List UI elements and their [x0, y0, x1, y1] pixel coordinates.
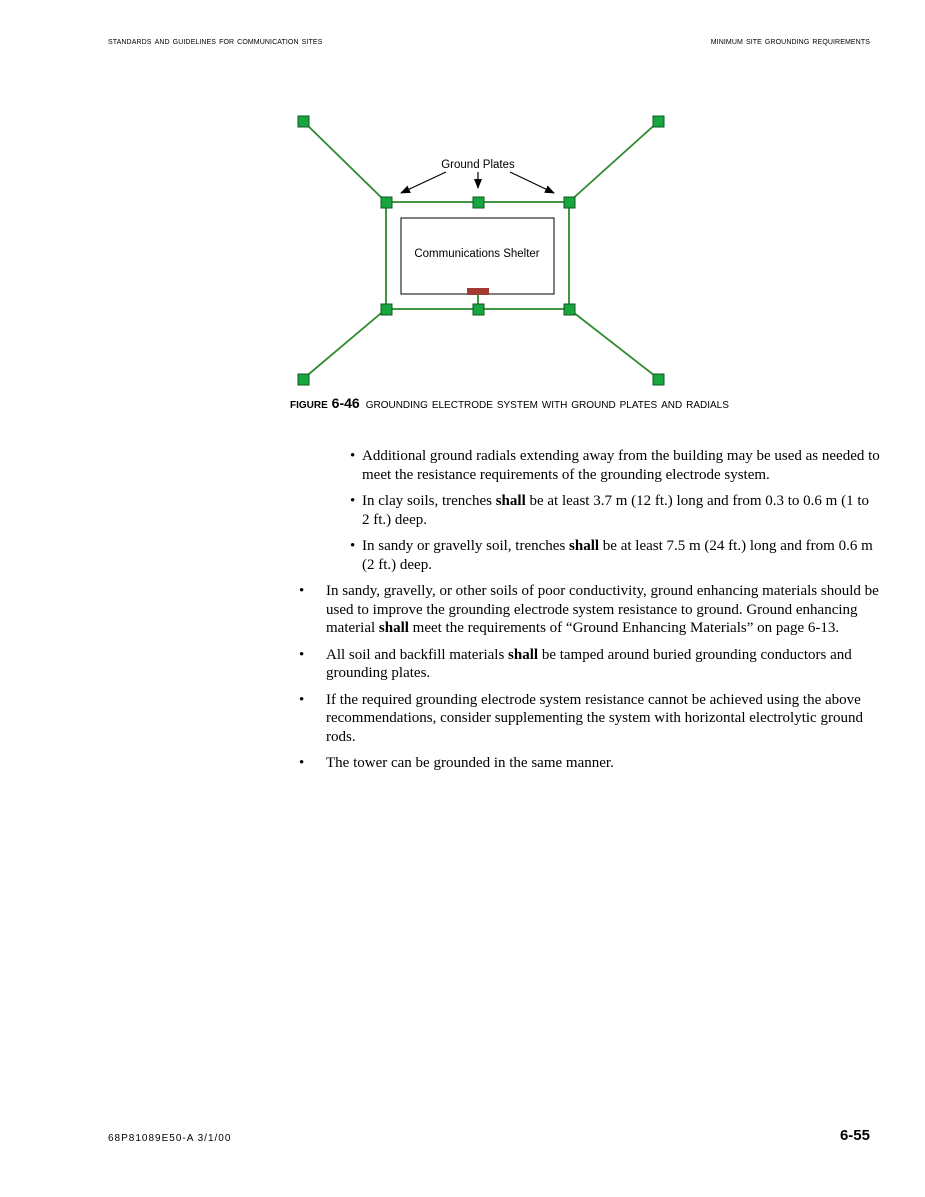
list-item: [299, 582, 880, 638]
item-text: In sandy or gravelly soil, trenches: [362, 538, 570, 554]
ground-plate: [473, 197, 484, 208]
grounding-figure: [0, 0, 925, 420]
item-text: Additional ground radials extending away from the building may be used as needed to meet the resistance requirements of the grounding electrode system.: [362, 448, 880, 483]
running-header-right: minimum site grounding requirements: [710, 35, 870, 47]
sub-bullet-list: [290, 447, 880, 574]
item-text: be at least 3.7 m (12 ft.) long and from 0.3 to 0.6 m (1 to 2 ft.) deep.: [362, 493, 870, 528]
figure-title: grounding electrode system with ground plates and radials: [365, 395, 729, 411]
bullet-glyph: •: [350, 448, 356, 464]
emphasis: shall: [569, 538, 600, 554]
running-header-left: standards and guidelines for communication sites: [108, 35, 323, 47]
item-text: In clay soils, trenches: [362, 493, 496, 509]
bullet-glyph: •: [350, 493, 356, 509]
emphasis: shall: [495, 493, 526, 509]
radial-top-left: [303, 121, 386, 202]
figure-caption: [290, 395, 729, 411]
ground-plate: [653, 116, 664, 127]
ground-plate: [564, 197, 575, 208]
item-text: All soil and backfill materials: [326, 646, 509, 663]
item-text: If the required grounding electrode system resistance cannot be achieved using the above recommendations, consider supplementing the system with horizontal electrolytic ground rods.: [326, 691, 863, 745]
emphasis: shall: [378, 620, 409, 636]
bullet-glyph: •: [299, 646, 305, 663]
list-item: [350, 492, 880, 529]
shelter-label: Communications Shelter: [414, 248, 540, 260]
ground-plate: [473, 304, 484, 315]
figure-number: figure 6-46: [290, 395, 360, 411]
item-text: be tamped around buried grounding conductors and grounding plates.: [326, 646, 852, 681]
ground-plate: [564, 304, 575, 315]
bullet-glyph: •: [299, 755, 305, 771]
ground-bus-bar: [467, 288, 489, 295]
ground-plate: [298, 116, 309, 127]
arrow-left: [401, 172, 446, 193]
ground-plate: [653, 374, 664, 385]
page-number: 6-55: [839, 1127, 870, 1144]
list-item: [350, 447, 880, 484]
item-text: be at least 7.5 m (24 ft.) long and from 0.6 m (2 ft.) deep.: [362, 538, 873, 573]
item-text: The tower can be grounded in the same manner.: [326, 755, 614, 771]
arrow-right: [510, 172, 554, 193]
bullet-glyph: •: [350, 538, 356, 554]
bullet-glyph: •: [299, 583, 305, 599]
list-item: [350, 537, 880, 574]
main-bullet-list: [290, 582, 880, 773]
radial-bottom-right: [569, 309, 659, 379]
radial-top-right: [569, 121, 659, 202]
item-text: meet the requirements of “Ground Enhancing Materials” on page 6-13.: [408, 620, 840, 636]
ground-plate: [298, 374, 309, 385]
emphasis: shall: [508, 646, 539, 663]
document-id: 68P81089E50-A 3/1/00: [108, 1133, 232, 1144]
item-text: In sandy, gravelly, or other soils of poor conductivity, ground enhancing materials should be used to improve the grounding electrode system resistance to ground. Ground enhancing material: [326, 583, 879, 636]
list-item: [299, 691, 880, 747]
list-item: [299, 754, 880, 773]
ground-plates-label: Ground Plates: [441, 159, 515, 171]
list-item: [299, 646, 880, 683]
ground-plate: [381, 197, 392, 208]
radial-bottom-left: [303, 309, 386, 379]
ground-plate: [381, 304, 392, 315]
bullet-glyph: •: [299, 691, 305, 708]
body-text: [290, 447, 880, 781]
